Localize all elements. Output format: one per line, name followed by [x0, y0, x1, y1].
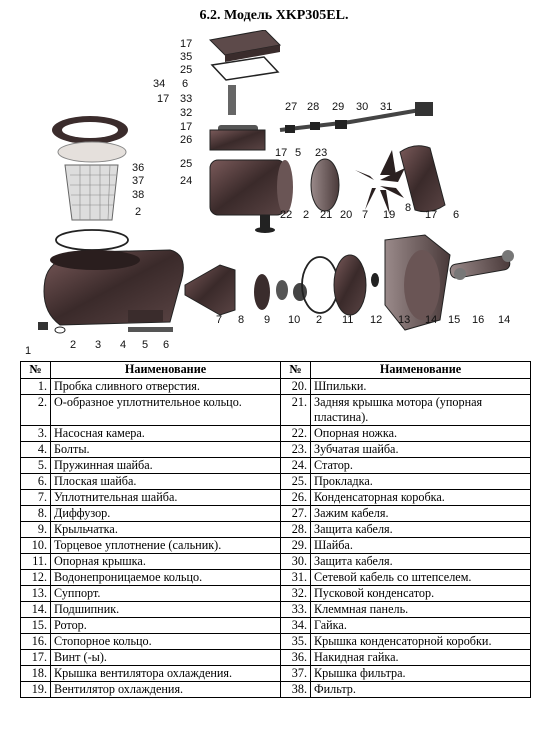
callout: 14 — [498, 314, 511, 326]
part-number: 8. — [21, 506, 51, 522]
callout: 3 — [95, 339, 102, 351]
part-number: 38. — [281, 682, 311, 698]
part-name: Плоская шайба. — [51, 474, 281, 490]
column-header-number: № — [281, 362, 311, 379]
part-number: 1. — [21, 379, 51, 395]
column-header-name: Наименование — [311, 362, 531, 379]
part-number: 19. — [21, 682, 51, 698]
callout: 8 — [405, 202, 412, 214]
part-number: 14. — [21, 602, 51, 618]
callout: 17 — [180, 121, 193, 133]
callout: 13 — [398, 314, 411, 326]
filter-lid-parts — [52, 116, 128, 250]
part-name: Диффузор. — [51, 506, 281, 522]
callout: 21 — [320, 209, 333, 221]
table-row — [21, 634, 531, 650]
table-row — [21, 618, 531, 634]
pump-exploded-drawing — [20, 30, 530, 360]
part-number: 22. — [281, 426, 311, 442]
callout: 16 — [472, 314, 485, 326]
part-number: 35. — [281, 634, 311, 650]
callout: 20 — [340, 209, 353, 221]
callout: 24 — [180, 175, 193, 187]
callout: 26 — [180, 134, 193, 146]
part-name: Подшипник. — [51, 602, 281, 618]
callout: 1 — [25, 345, 32, 357]
table-row — [21, 474, 531, 490]
callout: 25 — [180, 64, 193, 76]
part-number: 6. — [21, 474, 51, 490]
part-name: Пробка сливного отверстия. — [51, 379, 281, 395]
part-number: 17. — [21, 650, 51, 666]
part-number: 20. — [281, 379, 311, 395]
capacitor-box-cover — [210, 30, 280, 80]
part-number: 25. — [281, 474, 311, 490]
part-name: Винт (-ы). — [51, 650, 281, 666]
part-name: Опорная ножка. — [311, 426, 531, 442]
callout: 38 — [132, 189, 145, 201]
part-number: 21. — [281, 395, 311, 426]
callout: 37 — [132, 175, 145, 187]
part-name: Ротор. — [51, 618, 281, 634]
part-number: 28. — [281, 522, 311, 538]
callout: 6 — [182, 78, 189, 90]
callout: 19 — [383, 209, 396, 221]
callout: 11 — [342, 314, 354, 326]
table-row — [21, 395, 531, 426]
part-number: 5. — [21, 458, 51, 474]
part-name: Шпильки. — [311, 379, 531, 395]
part-name: Крышка конденсаторной коробки. — [311, 634, 531, 650]
part-name: Торцевое уплотнение (сальник). — [51, 538, 281, 554]
callout: 29 — [332, 101, 345, 113]
part-number: 4. — [21, 442, 51, 458]
table-row — [21, 666, 531, 682]
callout: 28 — [307, 101, 320, 113]
pump-housing — [44, 250, 183, 325]
part-number: 27. — [281, 506, 311, 522]
part-name: Водонепроницаемое кольцо. — [51, 570, 281, 586]
part-name: Сетевой кабель со штепселем. — [311, 570, 531, 586]
callout: 22 — [280, 209, 293, 221]
callout: 2 — [135, 206, 142, 218]
table-body — [21, 379, 531, 698]
part-name: Крыльчатка. — [51, 522, 281, 538]
part-number: 12. — [21, 570, 51, 586]
callout: 10 — [288, 314, 301, 326]
callout: 6 — [453, 209, 460, 221]
part-name: Уплотнительная шайба. — [51, 490, 281, 506]
part-name: Клеммная панель. — [311, 602, 531, 618]
part-name: Защита кабеля. — [311, 522, 531, 538]
part-name: Насосная камера. — [51, 426, 281, 442]
callout: 17 — [275, 147, 288, 159]
part-number: 23. — [281, 442, 311, 458]
part-name: Шайба. — [311, 538, 531, 554]
part-name: Конденсаторная коробка. — [311, 490, 531, 506]
callout: 9 — [264, 314, 271, 326]
callout: 7 — [216, 314, 223, 326]
table-header-row — [21, 362, 531, 379]
part-name: Вентилятор охлаждения. — [51, 682, 281, 698]
part-name: Пружинная шайба. — [51, 458, 281, 474]
part-name: Накидная гайка. — [311, 650, 531, 666]
column-header-name: Наименование — [51, 362, 281, 379]
part-number: 15. — [21, 618, 51, 634]
part-name: Защита кабеля. — [311, 554, 531, 570]
callout: 4 — [120, 339, 127, 351]
part-name: Крышка вентилятора охлаждения. — [51, 666, 281, 682]
part-name: Зажим кабеля. — [311, 506, 531, 522]
part-name: Задняя крышка мотора (упорная пластина). — [311, 395, 531, 426]
callout: 5 — [142, 339, 149, 351]
part-name: Прокладка. — [311, 474, 531, 490]
part-name: Крышка фильтра. — [311, 666, 531, 682]
part-number: 9. — [21, 522, 51, 538]
motor-stator — [210, 160, 293, 233]
callout: 2 — [316, 314, 323, 326]
table-row — [21, 586, 531, 602]
callout: 17 — [180, 38, 193, 50]
part-number: 33. — [281, 602, 311, 618]
callout: 31 — [380, 101, 393, 113]
part-number: 2. — [21, 395, 51, 426]
part-number: 10. — [21, 538, 51, 554]
part-name: Опорная крышка. — [51, 554, 281, 570]
page-title: 6.2. Модель XKP305EL. — [199, 8, 349, 23]
table-row — [21, 522, 531, 538]
part-name: Суппорт. — [51, 586, 281, 602]
exploded-view-diagram — [20, 30, 530, 360]
fan-assembly — [311, 146, 445, 215]
callout: 27 — [285, 101, 298, 113]
part-name: Статор. — [311, 458, 531, 474]
part-name: Зубчатая шайба. — [311, 442, 531, 458]
callout: 17 — [425, 209, 438, 221]
part-name: Пусковой конденсатор. — [311, 586, 531, 602]
column-header-number: № — [21, 362, 51, 379]
part-number: 32. — [281, 586, 311, 602]
part-name: Гайка. — [311, 618, 531, 634]
part-number: 18. — [21, 666, 51, 682]
callout: 25 — [180, 158, 193, 170]
table-row — [21, 602, 531, 618]
callout: 8 — [238, 314, 245, 326]
table-row — [21, 682, 531, 698]
table-row — [21, 650, 531, 666]
part-name: Болты. — [51, 442, 281, 458]
callout: 5 — [295, 147, 302, 159]
part-name: Стопорное кольцо. — [51, 634, 281, 650]
callout: 23 — [315, 147, 328, 159]
part-number: 30. — [281, 554, 311, 570]
part-number: 37. — [281, 666, 311, 682]
callout: 30 — [356, 101, 369, 113]
table-row — [21, 538, 531, 554]
part-number: 31. — [281, 570, 311, 586]
callout: 2 — [70, 339, 77, 351]
callout: 33 — [180, 93, 193, 105]
callout: 35 — [180, 51, 193, 63]
table-row — [21, 506, 531, 522]
capacitor-parts — [210, 85, 265, 150]
part-number: 34. — [281, 618, 311, 634]
table-row — [21, 426, 531, 442]
callout: 32 — [180, 107, 193, 119]
part-number: 7. — [21, 490, 51, 506]
part-number: 3. — [21, 426, 51, 442]
table-row — [21, 554, 531, 570]
table-row — [21, 490, 531, 506]
table-row — [21, 570, 531, 586]
part-number: 26. — [281, 490, 311, 506]
part-number: 13. — [21, 586, 51, 602]
callout: 12 — [370, 314, 383, 326]
table-row — [21, 458, 531, 474]
callout: 15 — [448, 314, 461, 326]
callout: 6 — [163, 339, 170, 351]
callout: 34 — [153, 78, 166, 90]
table-row — [21, 442, 531, 458]
callout: 2 — [303, 209, 310, 221]
part-name: О-образное уплотнительное кольцо. — [51, 395, 281, 426]
part-number: 36. — [281, 650, 311, 666]
part-name: Фильтр. — [311, 682, 531, 698]
parts-table — [20, 361, 531, 698]
callout: 17 — [157, 93, 170, 105]
callout: 7 — [362, 209, 369, 221]
part-number: 24. — [281, 458, 311, 474]
table-row — [21, 379, 531, 395]
part-number: 29. — [281, 538, 311, 554]
part-number: 16. — [21, 634, 51, 650]
callout: 36 — [132, 162, 145, 174]
callout: 14 — [425, 314, 438, 326]
part-number: 11. — [21, 554, 51, 570]
